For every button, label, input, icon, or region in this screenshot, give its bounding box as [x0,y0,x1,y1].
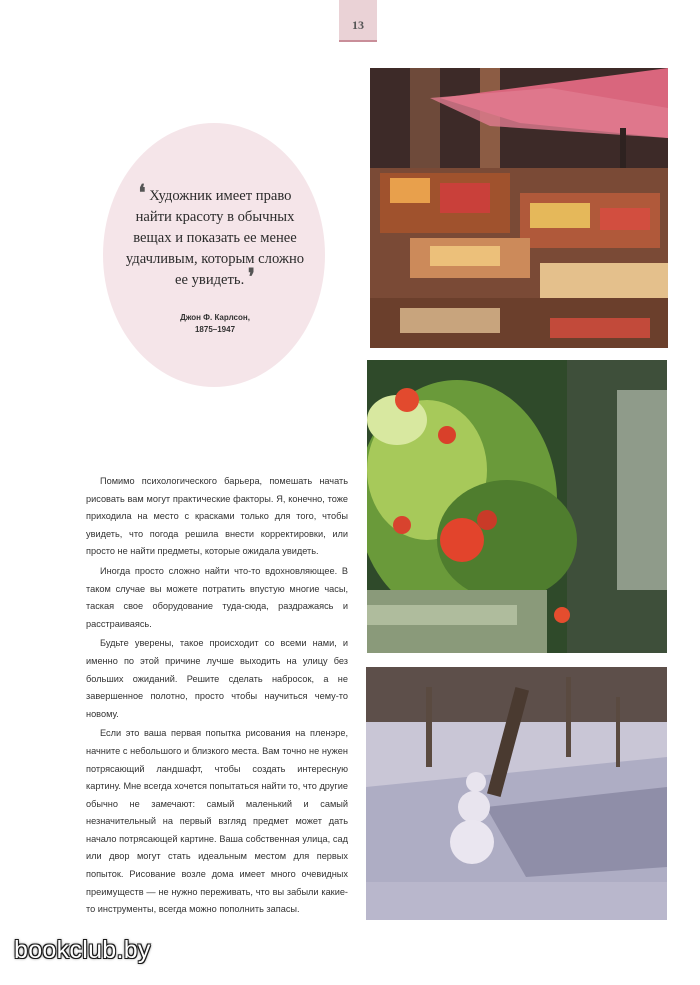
paragraph: Иногда просто сложно найти что-то вдохновляющее. В таком случае вы можете потратить впустую многие часы, таская свое оборудование туда-сюда, раздражаясь и расстраиваясь. [86,565,348,629]
quote-author-years: 1875–1947 [194,325,236,334]
quote-attribution [120,312,310,336]
watermark: bookclub.by [14,936,151,964]
paragraph: Если это ваша первая попытка рисования на пленэре, начните с небольшого и близкого места. Вам точно не нужен потрясающий ландшафт, чтобы создать интересную картину. Мне всегда хочется попытаться найти то, что другие обычно не замечают: самый маленький и самый незначительный на первый взгляд предмет может дать начало потрясающей картине. Ваша собственная улица, сад или двор могут стать идеальным местом для первых попыток. Рисование возле дома имеет много очевидных преимуществ — не нужно переживать, что вы забыли какие-то инструменты, всегда можно пополнить запасы. [86,728,348,915]
body-text [86,473,348,921]
page-number: 13 [352,18,364,32]
quote-block [120,180,310,291]
paragraph: Будьте уверены, такое происходит со всеми нами, и именно по этой причине лучше выходить на улицу без больших ожиданий. Решите сделать набросок, а не завершенное полотно, просто чтобы научиться чему-то новому. [86,638,348,719]
flower-garden-painting [367,360,667,653]
quote-text: Художник имеет право найти красоту в обычных вещах и показать ее менее удачливым, которым сложно ее увидеть. [125,188,305,288]
market-stall-painting [370,68,668,348]
page-number-tab [339,0,377,42]
winter-snowman-painting [366,667,667,920]
close-quote-icon: ❜ [247,264,255,289]
open-quote-icon: ❛ [138,180,146,205]
quote-author: Джон Ф. Карлсон, [180,313,250,322]
paragraph: Помимо психологического барьера, помешать начать рисовать вам могут практические факторы. Я, конечно, тоже приходила на место с красками только для того, чтобы увидеть, что погода решила внести корректировки, или просто не найти предметы, которые ожидала увидеть. [86,476,348,557]
